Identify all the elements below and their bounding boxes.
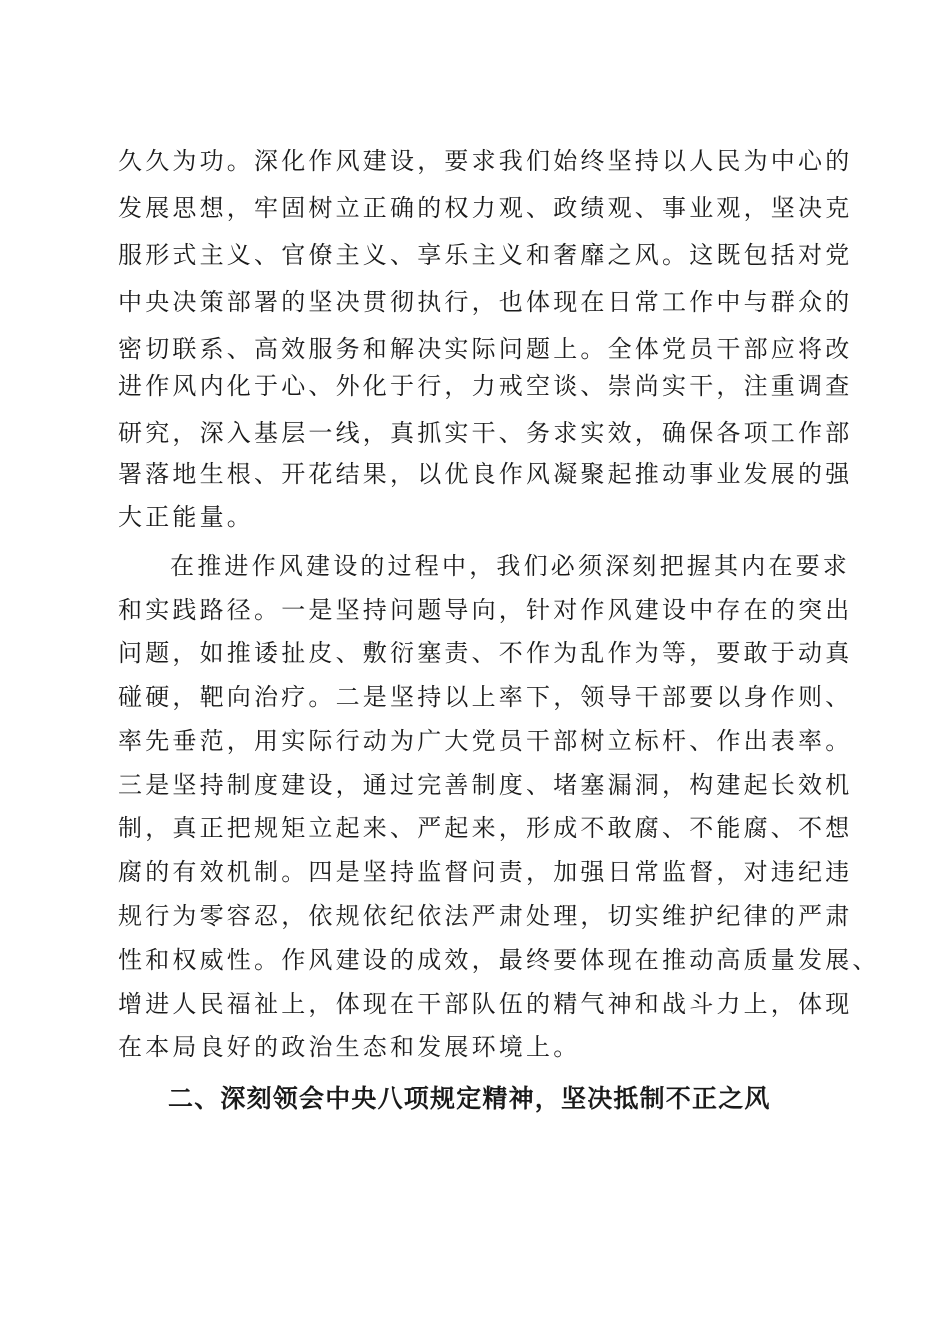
paragraph-line: 密切联系、高效服务和解决实际问题上。全体党员干部应将改 bbox=[118, 335, 853, 363]
paragraph-line: 制，真正把规矩立起来、严起来，形成不敢腐、不能腐、不想 bbox=[118, 814, 853, 842]
paragraph-line: 中央决策部署的坚决贯彻执行，也体现在日常工作中与群众的 bbox=[118, 288, 853, 316]
paragraph-line: 增进人民福祉上，体现在干部队伍的精气神和战斗力上，体现 bbox=[118, 990, 853, 1018]
paragraph-line: 率先垂范，用实际行动为广大党员干部树立标杆、作出表率。 bbox=[118, 727, 853, 755]
paragraph-line: 研究，深入基层一线，真抓实干、务求实效，确保各项工作部 bbox=[118, 419, 853, 447]
paragraph-line: 进作风内化于心、外化于行，力戒空谈、崇尚实干，注重调查 bbox=[118, 372, 853, 400]
paragraph-line: 在本局良好的政治生态和发展环境上。 bbox=[118, 1033, 581, 1061]
paragraph-line: 发展思想，牢固树立正确的权力观、政绩观、事业观，坚决克 bbox=[118, 194, 853, 222]
paragraph-line: 三是坚持制度建设，通过完善制度、堵塞漏洞，构建起长效机 bbox=[118, 771, 853, 799]
paragraph-line: 大正能量。 bbox=[118, 503, 254, 531]
paragraph-line: 久久为功。深化作风建设，要求我们始终坚持以人民为中心的 bbox=[118, 147, 853, 175]
paragraph-line: 署落地生根、开花结果，以优良作风凝聚起推动事业发展的强 bbox=[118, 460, 853, 488]
paragraph-line: 性和权威性。作风建设的成效，最终要体现在推动高质量发展、 bbox=[118, 946, 880, 974]
paragraph-line: 腐的有效机制。四是坚持监督问责，加强日常监督，对违纪违 bbox=[118, 858, 853, 886]
paragraph-line: 问题，如推诿扯皮、敷衍塞责、不作为乱作为等，要敢于动真 bbox=[118, 639, 853, 667]
section-heading: 二、深刻领会中央八项规定精神，坚决抵制不正之风 bbox=[168, 1084, 771, 1113]
paragraph-line: 服形式主义、官僚主义、享乐主义和奢靡之风。这既包括对党 bbox=[118, 241, 853, 269]
paragraph-line: 碰硬，靶向治疗。二是坚持以上率下，领导干部要以身作则、 bbox=[118, 683, 853, 711]
paragraph-line: 规行为零容忍，依规依纪依法严肃处理，切实维护纪律的严肃 bbox=[118, 902, 853, 930]
paragraph-line: 和实践路径。一是坚持问题导向，针对作风建设中存在的突出 bbox=[118, 596, 853, 624]
paragraph-line: 在推进作风建设的过程中，我们必须深刻把握其内在要求 bbox=[170, 552, 850, 580]
